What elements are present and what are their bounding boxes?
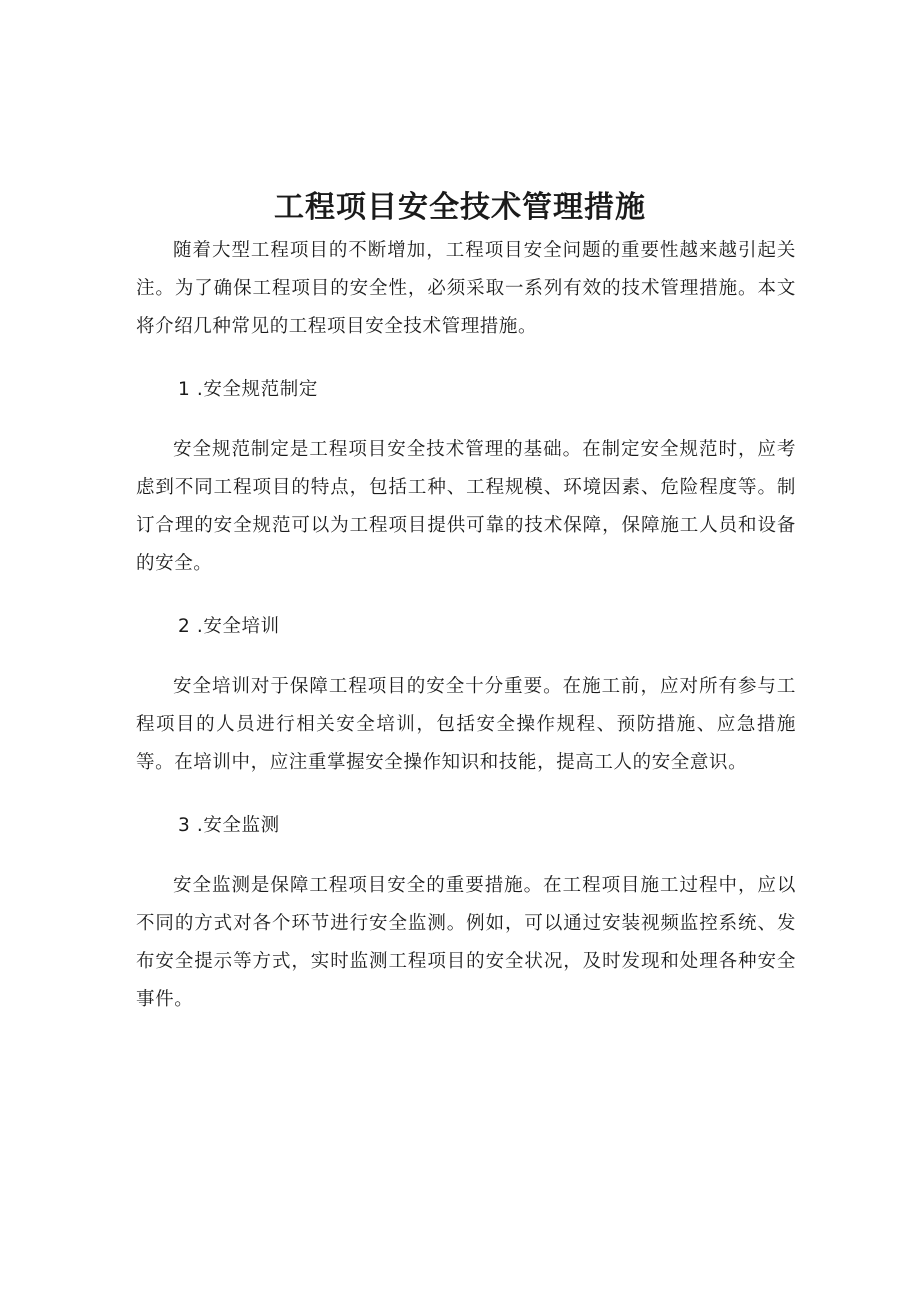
section-heading-3: 3 .安全监测: [178, 815, 280, 836]
intro-paragraph: 随着大型工程项目的不断增加，工程项目安全问题的重要性越来越引起关注。为了确保工程项目的安全性，必须采取一系列有效的技术管理措施。本文将介绍几种常见的工程项目安全技术管理措施。: [136, 240, 796, 337]
section-body-3: 安全监测是保障工程项目安全的重要措施。在工程项目施工过程中，应以不同的方式对各个环节进行安全监测。例如，可以通过安装视频监控系统、发布安全提示等方式，实时监测工程项目的安全状况，及时发现和处理各种安全事件。: [136, 875, 796, 1010]
section-heading-2: 2 .安全培训: [178, 616, 280, 637]
section-body-2: 安全培训对于保障工程项目的安全十分重要。在施工前，应对所有参与工程项目的人员进行相关安全培训，包括安全操作规程、预防措施、应急措施等。在培训中，应注重掌握安全操作知识和技能，提高工人的安全意识。: [136, 676, 796, 773]
section-body-1: 安全规范制定是工程项目安全技术管理的基础。在制定安全规范时，应考虑到不同工程项目的特点，包括工种、工程规模、环境因素、危险程度等。制订合理的安全规范可以为工程项目提供可靠的技术保障，保障施工人员和设备的安全。: [136, 439, 796, 574]
document-body: [136, 232, 796, 1019]
section-heading-1: 1 .安全规范制定: [178, 379, 318, 400]
document-title: 工程项目安全技术管理措施: [274, 190, 646, 225]
